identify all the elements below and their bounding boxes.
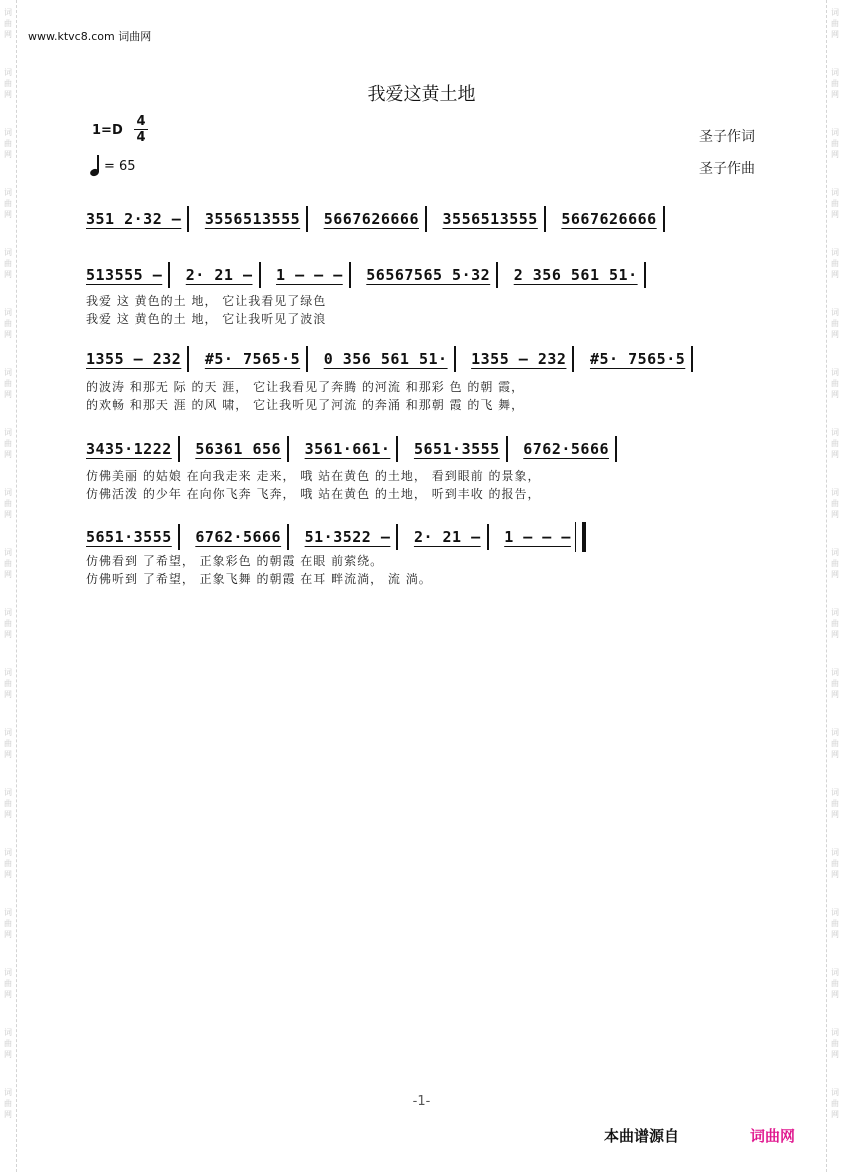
watermark-glyph: 网 <box>4 450 12 459</box>
watermark-glyph: 曲 <box>831 259 839 268</box>
watermark-glyph: 曲 <box>4 499 12 508</box>
measure: 351 2·32 – <box>86 210 182 228</box>
measure: 51·3522 – <box>304 528 391 546</box>
watermark-glyph: 词 <box>831 788 839 797</box>
measure: 3556513555 <box>204 210 301 228</box>
watermark-glyph: 网 <box>831 390 839 399</box>
watermark-glyph: 网 <box>831 270 839 279</box>
watermark-glyph: 曲 <box>831 499 839 508</box>
watermark-glyph: 曲 <box>831 799 839 808</box>
barline <box>691 346 693 372</box>
measure: 3561·661· <box>304 440 391 458</box>
measure: 56567565 5·32 <box>366 266 491 284</box>
staff-system-3 <box>86 346 756 372</box>
watermark-glyph: 曲 <box>831 559 839 568</box>
watermark-glyph: 网 <box>831 30 839 39</box>
watermark-glyph: 网 <box>4 630 12 639</box>
watermark-glyph: 曲 <box>831 979 839 988</box>
watermark-glyph: 曲 <box>4 259 12 268</box>
page-number: -1- <box>412 1094 431 1109</box>
watermark-glyph: 曲 <box>831 919 839 928</box>
barline <box>663 206 665 232</box>
watermark-glyph: 曲 <box>831 739 839 748</box>
watermark-glyph: 词 <box>831 368 839 377</box>
watermark-glyph: 网 <box>4 870 12 879</box>
watermark-glyph: 网 <box>831 870 839 879</box>
watermark-glyph: 网 <box>4 690 12 699</box>
watermark-glyph: 网 <box>831 510 839 519</box>
measure: 56361 656 <box>195 440 282 458</box>
watermark-glyph: 曲 <box>4 739 12 748</box>
key-signature: 1=D <box>92 123 123 138</box>
watermark-glyph: 网 <box>831 1110 839 1119</box>
watermark-glyph: 网 <box>831 150 839 159</box>
measure: 5667626666 <box>561 210 657 228</box>
watermark-glyph: 曲 <box>831 139 839 148</box>
watermark-glyph: 词 <box>831 248 839 257</box>
watermark-glyph: 词 <box>4 68 12 77</box>
measure: #5· 7565·5 <box>204 350 301 368</box>
quarter-note-icon <box>90 155 100 177</box>
composer-credit: 圣子作曲 <box>699 161 755 177</box>
staff-system-5 <box>86 522 756 552</box>
watermark-glyph: 词 <box>4 668 12 677</box>
watermark-glyph: 网 <box>4 510 12 519</box>
watermark-glyph: 词 <box>4 968 12 977</box>
lyric-verse-1: 仿佛看到 了希望， 正象彩色 的朝霞 在眼 前萦绕。 <box>86 554 384 568</box>
staff-system-2 <box>86 262 756 288</box>
watermark-glyph: 词 <box>4 248 12 257</box>
watermark-glyph: 曲 <box>831 1099 839 1108</box>
measure: 5667626666 <box>323 210 419 228</box>
lyric-verse-2: 的欢畅 和那天 涯 的风 啸， 它让我听见了河流 的奔涌 和那朝 霞 的飞 舞， <box>86 398 525 412</box>
measure: 3556513555 <box>442 210 538 228</box>
watermark-glyph: 曲 <box>4 379 12 388</box>
watermark-glyph: 词 <box>831 548 839 557</box>
measure: 1355 – 232 <box>86 350 182 368</box>
watermark-glyph: 曲 <box>4 979 12 988</box>
watermark-glyph: 词 <box>4 308 12 317</box>
watermark-glyph: 网 <box>831 330 839 339</box>
watermark-glyph: 网 <box>831 630 839 639</box>
watermark-glyph: 词 <box>4 608 12 617</box>
barline <box>396 436 398 462</box>
watermark-glyph: 词 <box>4 8 12 17</box>
watermark-glyph: 词 <box>831 8 839 17</box>
left-watermark-strip <box>0 0 17 1172</box>
watermark-glyph: 网 <box>831 750 839 759</box>
watermark-glyph: 网 <box>4 990 12 999</box>
staff-system-1 <box>86 206 756 232</box>
barline <box>349 262 351 288</box>
watermark-glyph: 曲 <box>4 859 12 868</box>
watermark-glyph: 词 <box>4 1028 12 1037</box>
watermark-glyph: 曲 <box>4 439 12 448</box>
watermark-glyph: 曲 <box>831 319 839 328</box>
watermark-glyph: 词 <box>4 848 12 857</box>
watermark-glyph: 词 <box>831 308 839 317</box>
barline <box>544 206 546 232</box>
watermark-glyph: 词 <box>831 1028 839 1037</box>
barline <box>487 524 489 550</box>
watermark-glyph: 网 <box>831 690 839 699</box>
watermark-glyph: 曲 <box>4 199 12 208</box>
staff-system-4 <box>86 436 756 462</box>
measure: 2· 21 – <box>185 266 253 284</box>
watermark-glyph: 词 <box>831 668 839 677</box>
watermark-glyph: 网 <box>831 210 839 219</box>
watermark-glyph: 曲 <box>4 79 12 88</box>
watermark-glyph: 网 <box>831 1050 839 1059</box>
time-signature <box>134 114 148 145</box>
watermark-glyph: 网 <box>4 750 12 759</box>
watermark-glyph: 词 <box>4 1088 12 1097</box>
site-header[interactable]: www.ktvc8.com 词曲网 <box>28 30 152 43</box>
watermark-glyph: 词 <box>4 128 12 137</box>
watermark-glyph: 网 <box>4 1050 12 1059</box>
footer-logo[interactable]: 词曲网 <box>750 1127 796 1145</box>
barline <box>187 346 189 372</box>
barline <box>168 262 170 288</box>
measure: 2· 21 – <box>413 528 481 546</box>
barline <box>287 524 289 550</box>
tempo-marking <box>90 155 136 177</box>
song-title: 我爱这黄土地 <box>367 84 476 105</box>
watermark-glyph: 网 <box>4 1110 12 1119</box>
watermark-glyph: 词 <box>831 188 839 197</box>
measure: 6762·5666 <box>523 440 610 458</box>
watermark-glyph: 网 <box>4 270 12 279</box>
watermark-glyph: 词 <box>4 548 12 557</box>
watermark-glyph: 词 <box>4 188 12 197</box>
watermark-glyph: 曲 <box>4 619 12 628</box>
watermark-glyph: 词 <box>831 608 839 617</box>
watermark-glyph: 网 <box>831 90 839 99</box>
barline <box>259 262 261 288</box>
watermark-glyph: 曲 <box>4 139 12 148</box>
watermark-glyph: 词 <box>4 488 12 497</box>
measure: 6762·5666 <box>195 528 282 546</box>
watermark-glyph: 曲 <box>4 919 12 928</box>
watermark-glyph: 网 <box>831 450 839 459</box>
measure: 2 356 561 51· <box>513 266 638 284</box>
barline <box>306 206 308 232</box>
watermark-glyph: 曲 <box>4 19 12 28</box>
watermark-glyph: 曲 <box>831 619 839 628</box>
watermark-glyph: 网 <box>4 930 12 939</box>
measure: 1 – – – <box>504 528 571 546</box>
watermark-glyph: 曲 <box>831 19 839 28</box>
watermark-glyph: 曲 <box>831 859 839 868</box>
watermark-glyph: 词 <box>831 968 839 977</box>
time-signature-top: 4 <box>136 114 146 129</box>
watermark-glyph: 词 <box>831 848 839 857</box>
watermark-glyph: 网 <box>831 930 839 939</box>
watermark-glyph: 网 <box>4 30 12 39</box>
tempo-value: = 65 <box>104 158 136 174</box>
watermark-glyph: 曲 <box>831 199 839 208</box>
barline <box>178 524 180 550</box>
watermark-glyph: 词 <box>831 1088 839 1097</box>
barline <box>615 436 617 462</box>
watermark-glyph: 词 <box>831 908 839 917</box>
barline <box>506 436 508 462</box>
watermark-glyph: 网 <box>4 570 12 579</box>
watermark-glyph: 词 <box>4 788 12 797</box>
watermark-glyph: 词 <box>4 428 12 437</box>
measure: 1 – – – <box>276 266 343 284</box>
measure: 3435·1222 <box>86 440 172 458</box>
watermark-glyph: 词 <box>831 128 839 137</box>
final-barline <box>575 522 586 552</box>
watermark-glyph: 词 <box>4 908 12 917</box>
watermark-glyph: 词 <box>831 488 839 497</box>
watermark-glyph: 词 <box>831 728 839 737</box>
barline <box>306 346 308 372</box>
measure: 1355 – 232 <box>471 350 567 368</box>
watermark-glyph: 网 <box>4 810 12 819</box>
lyric-verse-1: 仿佛美丽 的姑娘 在向我走来 走来， 哦 站在黄色 的土地， 看到眼前 的景象， <box>86 469 541 483</box>
watermark-glyph: 曲 <box>4 679 12 688</box>
watermark-glyph: 网 <box>4 390 12 399</box>
watermark-glyph: 曲 <box>4 1039 12 1048</box>
watermark-glyph: 曲 <box>831 79 839 88</box>
watermark-glyph: 网 <box>831 570 839 579</box>
watermark-glyph: 网 <box>4 150 12 159</box>
barline <box>572 346 574 372</box>
lyric-verse-2: 仿佛听到 了希望， 正象飞舞 的朝霞 在耳 畔流淌， 流 淌。 <box>86 572 432 586</box>
lyric-verse-2: 仿佛活泼 的少年 在向你飞奔 飞奔， 哦 站在黄色 的土地， 听到丰收 的报告， <box>86 487 541 501</box>
measure: #5· 7565·5 <box>589 350 686 368</box>
watermark-glyph: 网 <box>4 90 12 99</box>
measure: 513555 – <box>86 266 163 284</box>
lyric-verse-1: 的波涛 和那无 际 的天 涯， 它让我看见了奔腾 的河流 和那彩 色 的朝 霞， <box>86 380 525 394</box>
barline <box>496 262 498 288</box>
time-signature-bottom: 4 <box>136 130 146 145</box>
watermark-glyph: 词 <box>4 368 12 377</box>
watermark-glyph: 曲 <box>4 559 12 568</box>
measure: 5651·3555 <box>86 528 172 546</box>
watermark-glyph: 曲 <box>4 319 12 328</box>
watermark-glyph: 曲 <box>831 379 839 388</box>
repeat-barline <box>396 524 398 550</box>
watermark-glyph: 网 <box>4 330 12 339</box>
watermark-glyph: 曲 <box>4 799 12 808</box>
watermark-glyph: 网 <box>831 990 839 999</box>
footer-source-label: 本曲谱源自 <box>604 1127 680 1145</box>
watermark-glyph: 词 <box>4 728 12 737</box>
lyric-verse-2: 我爱 这 黄色的土 地， 它让我听见了波浪 <box>86 312 327 326</box>
watermark-glyph: 网 <box>4 210 12 219</box>
measure: 5651·3555 <box>413 440 500 458</box>
measure: 0 356 561 51· <box>323 350 448 368</box>
lyricist-credit: 圣子作词 <box>699 129 755 145</box>
barline <box>287 436 289 462</box>
barline <box>425 206 427 232</box>
barline <box>178 436 180 462</box>
right-watermark-strip <box>826 0 843 1172</box>
watermark-glyph: 网 <box>831 810 839 819</box>
watermark-glyph: 词 <box>831 428 839 437</box>
watermark-glyph: 词 <box>831 68 839 77</box>
watermark-glyph: 曲 <box>4 1099 12 1108</box>
watermark-glyph: 曲 <box>831 679 839 688</box>
lyric-verse-1: 我爱 这 黄色的土 地， 它让我看见了绿色 <box>86 294 327 308</box>
barline <box>454 346 456 372</box>
watermark-glyph: 曲 <box>831 439 839 448</box>
watermark-glyph: 曲 <box>831 1039 839 1048</box>
barline <box>644 262 646 288</box>
barline <box>187 206 189 232</box>
